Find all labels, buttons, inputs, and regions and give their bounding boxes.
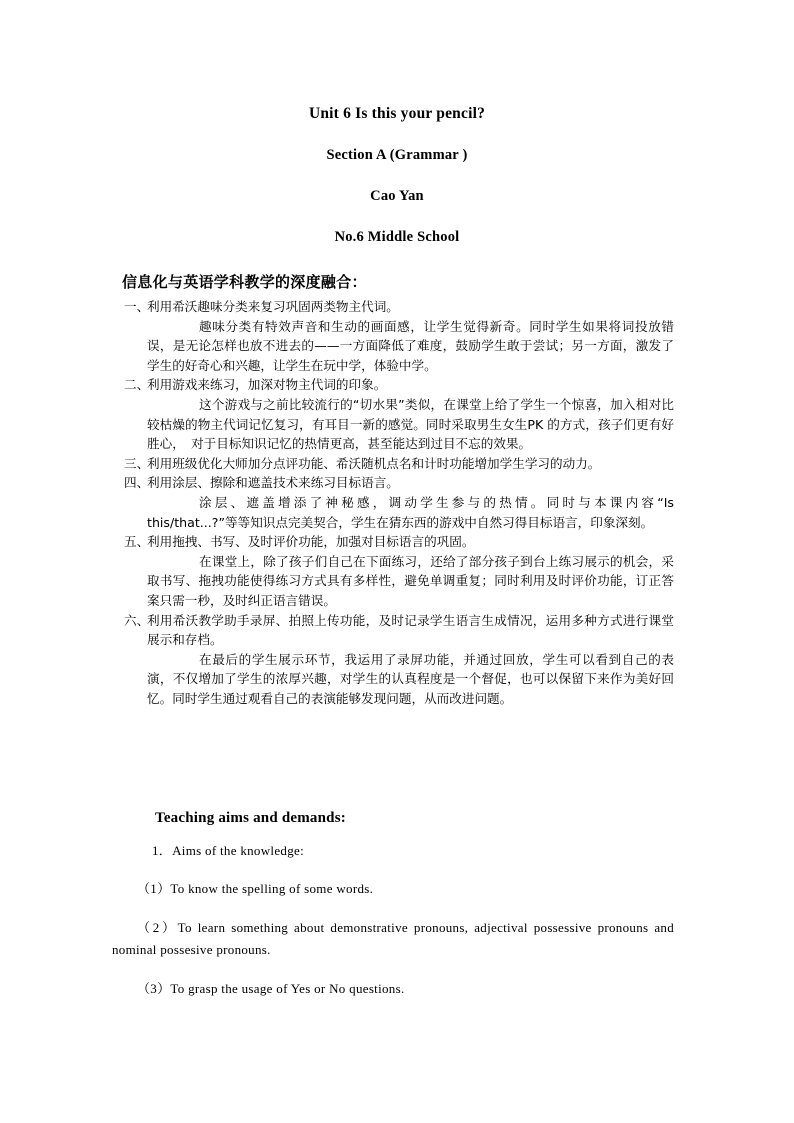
document-subtitle-section: Section A (Grammar ) xyxy=(326,147,468,163)
chinese-list-item-body: 这个游戏与之前比较流行的“切水果”类似，在课堂上给了学生一个惊喜，加入相对比较枯燥的物主代词记忆复习，有耳目一新的感觉。同时采取男生女生PK 的方式，孩子们更有好胜心， 对于目标知识记忆的热情更高，甚至能达到过目不忘的效果。 xyxy=(147,396,674,452)
list-item-text: 利用拖拽、书写、及时评价功能，加强对目标语言的巩固。 xyxy=(147,534,475,550)
english-section-heading: Teaching aims and demands: xyxy=(155,810,346,826)
english-numbered-item: 1．Aims of the knowledge: xyxy=(152,843,304,858)
chinese-list-item xyxy=(112,532,674,552)
chinese-list-item-body: 涂层、遮盖增添了神秘感，调动学生参与的热情。同时与本课内容“Is this/that...?”等等知识点完美契合，学生在猜东西的游戏中自然习得目标语言，印象深刻。 xyxy=(147,494,674,530)
list-item-text: 利用班级优化大师加分点评功能、希沃随机点名和计时功能增加学生学习的动力。 xyxy=(147,455,601,471)
list-marker: 三、 xyxy=(124,455,150,471)
chinese-list-item-body: 在课堂上，除了孩子们自己在下面练习，还给了部分孩子到台上练习展示的机会，采取书写、拖拽功能使得练习方式具有多样性，避免单调重复；同时利用及时评价功能，订正答案只需一秒，及时纠正语言错误。 xyxy=(147,553,674,608)
list-marker: 六、 xyxy=(124,612,150,628)
english-sub-item: （2）To learn something about demonstrative pronouns, adjectival possessive pronouns and nominal possesive pronouns. xyxy=(112,920,674,957)
list-item-text: 利用游戏来练习，加深对物主代词的印象。 xyxy=(147,377,387,393)
list-item-text: 利用希沃教学助手录屏、拍照上传功能，及时记录学生语言生成情况，运用多种方式进行课堂展示和存档。 xyxy=(147,612,674,648)
chinese-section xyxy=(112,272,674,708)
chinese-list-item xyxy=(112,454,674,474)
english-section xyxy=(112,808,674,1000)
chinese-list-item-body: 趣味分类有特效声音和生动的画面感，让学生觉得新奇。同时学生如果将词投放错误，是无论怎样也放不进去的——一方面降低了难度，鼓励学生敢于尝试；另一方面，激发了学生的好奇心和兴趣，让学生在玩中学，体验中学。 xyxy=(147,318,674,373)
english-sub-item: （1）To know the spelling of some words. xyxy=(137,881,374,896)
chinese-list-item xyxy=(112,611,674,650)
english-sub-item: （3）To grasp the usage of Yes or No questions. xyxy=(137,981,405,996)
chinese-list-item xyxy=(112,297,674,317)
title-block xyxy=(0,105,794,246)
chinese-closing-paragraph: 在最后的学生展示环节，我运用了录屏功能，并通过回放，学生可以看到自己的表演，不仅增加了学生的浓厚兴趣，对学生的认真程度是一个督促，也可以保留下来作为美好回忆。同时学生通过观看自己的表演能够发现问题，从而改进问题。 xyxy=(147,651,674,706)
document-title-unit: Unit 6 Is this your pencil? xyxy=(308,105,486,122)
document-author: Cao Yan xyxy=(370,188,424,204)
list-marker: 一、 xyxy=(124,299,150,314)
document-school: No.6 Middle School xyxy=(334,229,460,245)
list-item-text: 利用涂层、擦除和遮盖技术来练习目标语言。 xyxy=(147,475,399,491)
list-item-text: 利用希沃趣味分类来复习巩固两类物主代词。 xyxy=(147,299,399,314)
list-marker: 四、 xyxy=(124,475,150,491)
chinese-section-heading: 信息化与英语学科教学的深度融合： xyxy=(122,273,367,291)
list-marker: 二、 xyxy=(124,377,150,393)
chinese-list-item xyxy=(112,375,674,395)
list-marker: 五、 xyxy=(124,534,150,550)
chinese-list-item xyxy=(112,473,674,493)
